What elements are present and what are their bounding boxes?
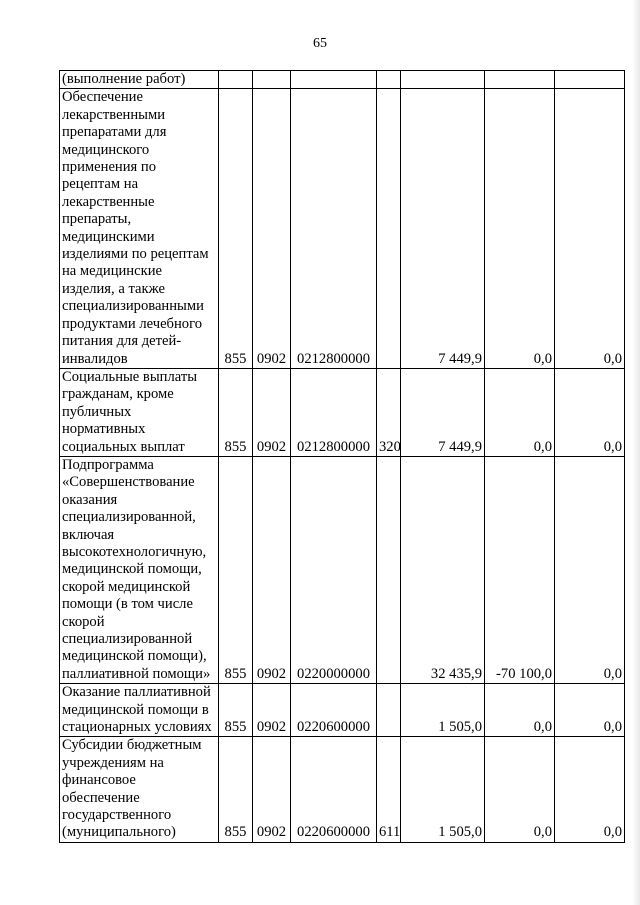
- item-name-line: учреждениям на: [62, 754, 164, 771]
- item-name-line: скорой медицинской: [62, 578, 191, 595]
- amount-2-cell: [485, 71, 555, 89]
- table-row: [60, 684, 625, 737]
- item-name-line: Подпрограмма: [62, 456, 154, 473]
- item-name-line: лекарственные: [62, 193, 155, 210]
- item-name-cell: [60, 456, 219, 683]
- amount-2-cell: -70 100,0: [485, 456, 555, 683]
- amount-1-cell: 7 449,9: [401, 89, 485, 369]
- item-name-line: нормативных: [62, 421, 146, 438]
- expense-type-cell: 611: [377, 737, 401, 842]
- item-name-line: медицинскими: [62, 228, 155, 245]
- budget-table: [59, 70, 625, 843]
- item-name-line: публичных: [62, 403, 132, 420]
- target-code-cell: [291, 71, 377, 89]
- table-row: [60, 737, 625, 842]
- amount-2-cell: 0,0: [485, 737, 555, 842]
- expense-type-cell: [377, 71, 401, 89]
- item-name-line: паллиативной помощи»: [62, 665, 211, 682]
- table-body: [60, 71, 625, 843]
- item-name-line: продуктами лечебного: [62, 315, 202, 332]
- amount-2-cell: 0,0: [485, 684, 555, 737]
- item-name-line: оказания: [62, 491, 118, 508]
- amount-1-cell: 32 435,9: [401, 456, 485, 683]
- section-code-cell: 0902: [253, 89, 291, 369]
- amount-1-cell: 7 449,9: [401, 368, 485, 456]
- item-name-line: стационарных условиях: [62, 719, 212, 736]
- ministry-code-cell: [219, 71, 253, 89]
- item-name-line: Обеспечение: [62, 89, 143, 106]
- amount-1-cell: [401, 71, 485, 89]
- item-name-line: Оказание паллиативной: [62, 684, 211, 701]
- item-name-line: рецептам на: [62, 176, 139, 193]
- expense-type-cell: 320: [377, 368, 401, 456]
- table-row: [60, 89, 625, 369]
- section-code-cell: 0902: [253, 737, 291, 842]
- amount-3-cell: 0,0: [555, 368, 625, 456]
- target-code-cell: 0220600000: [291, 684, 377, 737]
- amount-3-cell: 0,0: [555, 737, 625, 842]
- section-code-cell: 0902: [253, 368, 291, 456]
- item-name-cell: [60, 737, 219, 842]
- item-name-line: медицинской помощи),: [62, 648, 207, 665]
- item-name-cell: [60, 368, 219, 456]
- item-name-line: (выполнение работ): [62, 71, 186, 87]
- item-name-line: изделиями по рецептам: [62, 246, 209, 263]
- target-code-cell: 0212800000: [291, 368, 377, 456]
- item-name-line: «Совершенствование: [62, 474, 195, 491]
- ministry-code-cell: 855: [219, 456, 253, 683]
- item-name-cell: [60, 684, 219, 737]
- item-name-line: государственного: [62, 807, 172, 824]
- item-name-cell: [60, 89, 219, 369]
- item-name-line: медицинской помощи в: [62, 701, 209, 718]
- table-row: [60, 456, 625, 683]
- amount-2-cell: 0,0: [485, 368, 555, 456]
- expense-type-cell: [377, 684, 401, 737]
- table-row: [60, 368, 625, 456]
- item-name-line: Социальные выплаты: [62, 368, 198, 385]
- item-name-line: гражданам, кроме: [62, 386, 174, 403]
- scan-edge: [632, 0, 640, 905]
- item-name-line: высокотехнологичную,: [62, 543, 207, 560]
- item-name-line: на медицинские: [62, 263, 162, 280]
- item-name-cell: [60, 71, 219, 89]
- expense-type-cell: [377, 89, 401, 369]
- amount-2-cell: 0,0: [485, 89, 555, 369]
- item-name-line: медицинского: [62, 141, 150, 158]
- item-name-line: препараты,: [62, 211, 132, 228]
- amount-1-cell: 1 505,0: [401, 737, 485, 842]
- item-name-line: питания для детей-: [62, 333, 182, 350]
- ministry-code-cell: 855: [219, 737, 253, 842]
- target-code-cell: 0212800000: [291, 89, 377, 369]
- page-number: 65: [313, 36, 327, 51]
- item-name-line: помощи (в том числе: [62, 596, 193, 613]
- item-name-line: инвалидов: [62, 350, 128, 367]
- target-code-cell: 0220600000: [291, 737, 377, 842]
- ministry-code-cell: 855: [219, 89, 253, 369]
- target-code-cell: 0220000000: [291, 456, 377, 683]
- amount-3-cell: 0,0: [555, 89, 625, 369]
- item-name-line: Субсидии бюджетным: [62, 737, 202, 754]
- amount-1-cell: 1 505,0: [401, 684, 485, 737]
- amount-3-cell: 0,0: [555, 684, 625, 737]
- section-code-cell: 0902: [253, 684, 291, 737]
- item-name-line: специализированной: [62, 631, 193, 647]
- item-name-line: специализированными: [62, 298, 204, 315]
- amount-3-cell: 0,0: [555, 456, 625, 683]
- item-name-line: скорой: [62, 613, 105, 630]
- item-name-line: применения по: [62, 159, 157, 176]
- ministry-code-cell: 855: [219, 368, 253, 456]
- item-name-line: изделия, а также: [62, 280, 165, 297]
- section-code-cell: 0902: [253, 456, 291, 683]
- ministry-code-cell: 855: [219, 684, 253, 737]
- item-name-line: специализированной,: [62, 509, 196, 526]
- section-code-cell: [253, 71, 291, 89]
- item-name-line: медицинской помощи,: [62, 561, 202, 578]
- item-name-line: финансовое: [62, 772, 136, 789]
- item-name-line: включая: [62, 526, 115, 543]
- item-name-line: лекарственными: [62, 106, 166, 123]
- table-row: [60, 71, 625, 89]
- amount-3-cell: [555, 71, 625, 89]
- expense-type-cell: [377, 456, 401, 683]
- item-name-line: (муниципального): [62, 824, 176, 841]
- item-name-line: социальных выплат: [62, 438, 185, 455]
- item-name-line: обеспечение: [62, 789, 140, 806]
- item-name-line: препаратами для: [62, 124, 167, 141]
